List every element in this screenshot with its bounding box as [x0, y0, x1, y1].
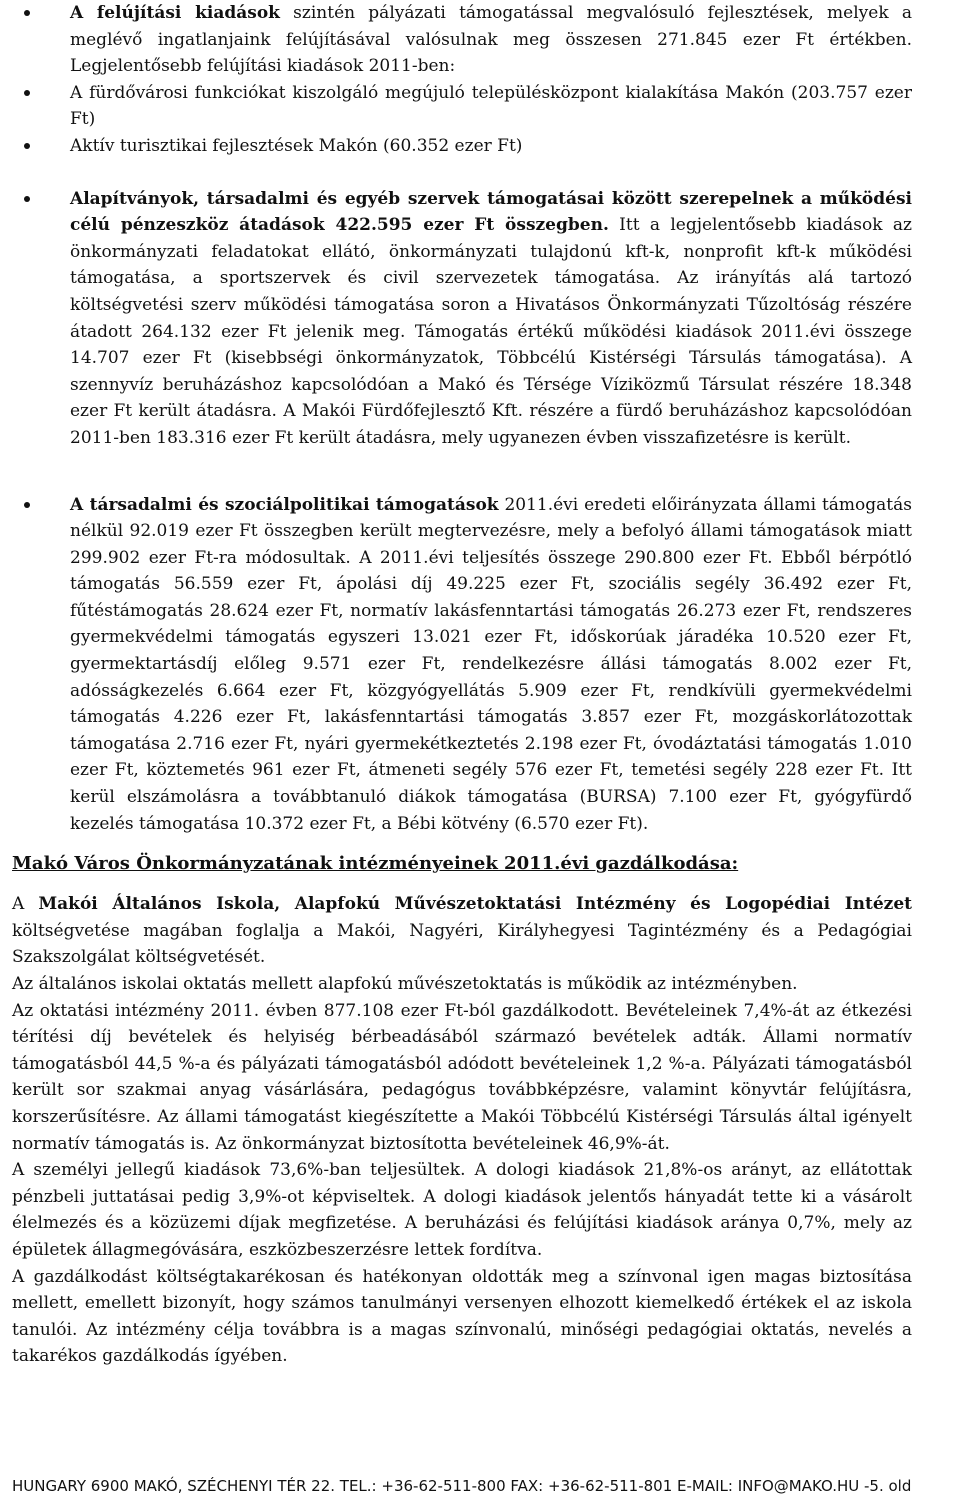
spacer: [12, 877, 912, 891]
bullet-alapitvanyok: [12, 186, 912, 452]
bullet-dot-icon: [24, 10, 30, 16]
bullet-bold-lead: A felújítási kiadások: [70, 3, 280, 23]
bullet-text: A fürdővárosi funkciókat kiszolgáló megújuló településközpont kialakítása Makón (203.757 ezer Ft): [70, 82, 912, 130]
school-intro-prefix: A: [12, 894, 39, 915]
spacer: [12, 837, 912, 851]
bullet-bold-lead: Alapítványok, társadalmi és egyéb szervek támogatásai között szerepelnek a működési célú pénzeszköz átadások 422.595 ezer Ft összegben.: [70, 188, 912, 236]
felujitas-list: [12, 0, 912, 160]
spacer: [12, 160, 912, 186]
bullet-text: 2011.évi eredeti előirányzata állami támogatás nélkül 92.019 ezer Ft összegben került megtervezésre, mely a befolyó állami támogatások miatt 299.902 ezer Ft-ra módosultak. A 2011.évi teljesítés összege 290.800 ezer Ft. Ebből bérpótló támogatás 56.559 ezer Ft, ápolási díj 49.225 ezer Ft, szociális segély 36.492 ezer Ft, fűtéstámogatás 28.624 ezer Ft, normatív lakásfenntartási támogatás 26.273 ezer Ft, rendszeres gyermekvédelmi támogatás egyszeri 13.021 ezer Ft, időskorúak járadéka 10.520 ezer Ft, gyermektartásdíj előleg 9.571 ezer Ft, rendelkezésre állási támogatás 8.002 ezer Ft, adósságkezelés 6.664 ezer Ft, közgyógyellátás 5.909 ezer Ft, rendkívüli gyermekvédelmi támogatás 4.226 ezer Ft, lakásfenntartási támogatás 3.857 ezer Ft, mozgáskorlátozottak támogatása 2.716 ezer Ft, nyári gyermekétkeztetés 2.198 ezer Ft, óvodáztatási támogatás 1.010 ezer Ft, köztemetés 961 ezer Ft, átmeneti segély 576 ezer Ft, temetési segély 228 ezer Ft. Itt kerül elszámolásra a továbbtanuló diákok támogatása (BURSA) 7.100 ezer Ft, gyógyfürdő kezelés támogatása 10.372 ezer Ft, a Bébi kötvény (6.570 ezer Ft).: [70, 494, 912, 834]
bullet-aktiv-turisztikai: [12, 133, 912, 160]
bullet-dot-icon: [24, 90, 30, 96]
school-paragraph: Az általános iskolai oktatás mellett alapfokú művészetoktatás is működik az intézményben.: [12, 974, 798, 994]
bullet-dot-icon: [24, 196, 30, 202]
spacer: [12, 452, 912, 492]
school-intro-paragraph: [12, 891, 912, 971]
bullet-felujitas: [12, 0, 912, 80]
bullet-furdovarosi: [12, 80, 912, 133]
bullet-text: Aktív turisztikai fejlesztések Makón (60.352 ezer Ft): [70, 135, 523, 156]
tarsadalmi-list: [12, 492, 912, 838]
document-page: [12, 0, 912, 1370]
alapitvanyok-list: [12, 186, 912, 452]
bullet-text: szintén pályázati támogatással megvalósuló fejlesztések, melyek a meglévő ingatlanjaink felújításával valósulnak meg összesen 271.845 ezer Ft értékben. Legjelentősebb felújítási kiadások 2011-ben:: [70, 3, 912, 77]
section-title: Makó Város Önkormányzatának intézményeinek 2011.évi gazdálkodása:: [12, 853, 739, 875]
school-name: Makói Általános Iskola, Alapfokú Művészetoktatási Intézmény és Logopédiai Intézet: [38, 894, 913, 915]
page-footer: HUNGARY 6900 MAKÓ, SZÉCHENYI TÉR 22. TEL.: +36-62-511-800 FAX: +36-62-511-801 E-MAIL: INFO@MAKO.HU -5. old: [12, 1477, 912, 1495]
bullet-tarsadalmi: [12, 492, 912, 838]
school-paragraph: Az oktatási intézmény 2011. évben 877.108 ezer Ft-ból gazdálkodott. Bevételeinek 7,4%-át az étkezési térítési díj bevételek és helyiség bérbeadásából származó bevételek adták. Állami normatív támogatásból 44,5 %-a és pályázati támogatásból adódott bevételeinek 1,2 %-a. Pályázati támogatásból került sor szakmai anyag vásárlására, pedagógus továbbképzésre, valamint könyvtár felújításra, korszerűsítésre. Az állami támogatást kiegészítette a Makói Többcélú Kistérségi Társulás által igényelt normatív támogatás is. Az önkormányzat biztosította bevételeinek 46,9%-át.: [12, 1000, 912, 1154]
bullet-dot-icon: [24, 143, 30, 149]
bullet-dot-icon: [24, 502, 30, 508]
bullet-text: Itt a legjelentősebb kiadások az önkormányzati feladatokat ellátó, önkormányzati tulajdonú kft-k, nonprofit kft-k működési támogatása, a sportszervek és civil szervezetek támogatása. Az irányítás alá tartozó költségvetési szerv működési támogatása soron a Hivatásos Önkormányzati Tűzoltóság részére átadott 264.132 ezer Ft jelenik meg. Támogatás értékű működési kiadások 2011.évi összege 14.707 ezer Ft (kisebbségi önkormányzatok, Többcélú Kistérségi Társulás támogatása). A szennyvíz beruházáshoz kapcsolódóan a Makó és Térsége Víziközmű Társulat részére 18.348 ezer Ft került átadásra. A Makói Fürdőfejlesztő Kft. részére a fürdő beruházáshoz kapcsolódóan 2011-ben 183.316 ezer Ft került átadásra, mely ugyanezen évben visszafizetésre is került.: [70, 215, 912, 448]
school-paragraph: A gazdálkodást költségtakarékosan és hatékonyan oldották meg a színvonal igen magas biztosítása mellett, emellett bizonyít, hogy számos tanulmányi versenyen elhozott kiemelkedő értékek el az iskola tanulói. Az intézmény célja továbbra is a magas színvonalú, minőségi pedagógiai oktatás, nevelés a takarékos gazdálkodás ígyében.: [12, 1266, 912, 1367]
school-paragraph: A személyi jellegű kiadások 73,6%-ban teljesültek. A dologi kiadások 21,8%-os arányt, az ellátottak pénzbeli juttatásai pedig 3,9%-ot képviseltek. A dologi kiadások jelentős hányadát tette ki a vásárolt élelmezés és a közüzemi díjak megfizetése. A beruházási és felújítási kiadások aránya 0,7%, mely az épületek állagmegóvására, eszközbeszerzésre lettek fordítva.: [12, 1160, 912, 1260]
school-intro-text: költségvetése magában foglalja a Makói, Nagyéri, Királyhegyesi Tagintézmény és a Pedagógiai Szakszolgálat költségvetését.: [12, 920, 912, 968]
bullet-bold-lead: A társadalmi és szociálpolitikai támogatások: [70, 494, 499, 515]
